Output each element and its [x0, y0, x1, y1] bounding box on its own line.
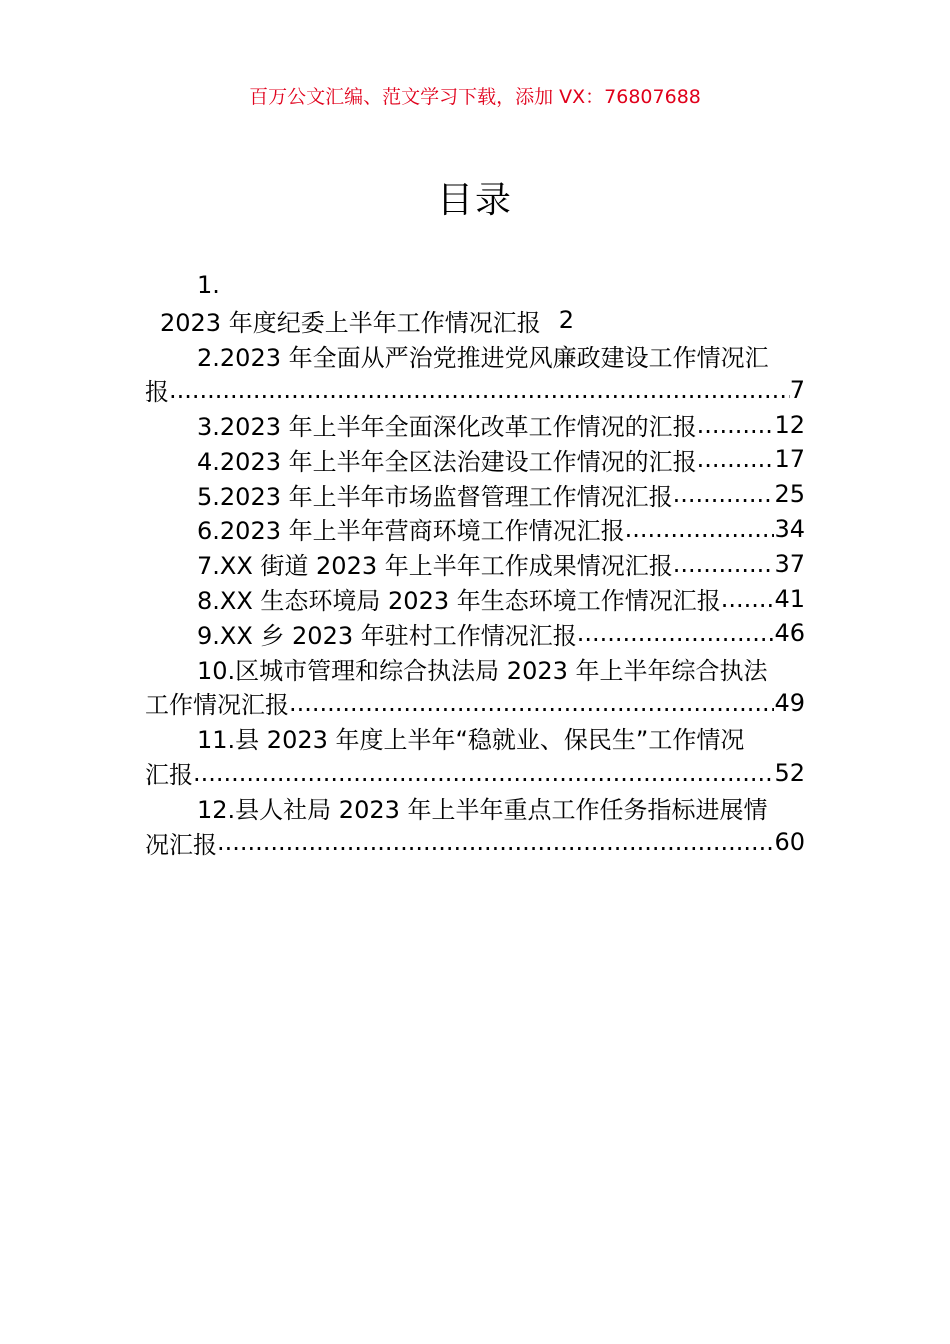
toc-entry-9[interactable]: [145, 616, 805, 651]
toc-page-number: 12: [774, 410, 805, 439]
toc-entry-12-line-1[interactable]: [145, 790, 805, 825]
toc-page-number: 52: [774, 758, 805, 787]
toc-entry-label: 况汇报: [145, 830, 217, 859]
toc-title: 目录: [436, 180, 513, 221]
leader-dots: [193, 759, 774, 787]
toc-page-number: 41: [774, 584, 805, 613]
toc-entry-1-number[interactable]: [145, 268, 805, 303]
toc-entry-2-line-2[interactable]: [145, 372, 805, 407]
leader-dots: [289, 689, 774, 717]
toc-entry-label: 6.2023 年上半年营商环境工作情况汇报: [197, 517, 625, 546]
toc-entry-label: 3.2023 年上半年全面深化改革工作情况的汇报: [197, 413, 697, 442]
toc-page-number: 17: [774, 445, 805, 474]
toc-entry-2-line-1[interactable]: [145, 338, 805, 373]
toc-page-number: 7: [789, 375, 805, 404]
toc-entry-label: 10.区城市管理和综合执法局 2023 年上半年综合执法: [197, 656, 768, 685]
leader-dots: [697, 445, 775, 473]
leader-dots: [577, 619, 775, 647]
toc-entry-label: 报: [145, 378, 169, 407]
watermark-header: 百万公文汇编、范文学习下载，添加 VX：76807688: [249, 86, 701, 108]
toc-entry-11-line-1[interactable]: [145, 720, 805, 755]
leader-dots: [217, 828, 774, 856]
toc-entry-12-line-2[interactable]: [145, 825, 805, 860]
leader-dots: [673, 550, 775, 578]
toc-entry-3[interactable]: [145, 407, 805, 442]
toc-entry-label: 7.XX 街道 2023 年上半年工作成果情况汇报: [197, 552, 673, 581]
toc-entry-label: 2023 年度纪委上半年工作情况汇报: [160, 308, 541, 337]
toc-entry-label: 汇报: [145, 761, 193, 790]
table-of-contents: [145, 268, 805, 860]
toc-entry-label: 5.2023 年上半年市场监督管理工作情况汇报: [197, 482, 673, 511]
toc-entry-label: 9.XX 乡 2023 年驻村工作情况汇报: [197, 621, 577, 650]
toc-entry-label: 2.2023 年全面从严治党推进党风廉政建设工作情况汇: [197, 343, 769, 372]
toc-page-number: 2: [558, 306, 574, 335]
toc-entry-label: 8.XX 生态环境局 2023 年生态环境工作情况汇报: [197, 587, 721, 616]
toc-page-number: 49: [774, 688, 805, 717]
toc-entry-10-line-1[interactable]: [145, 651, 805, 686]
leader-dots: [673, 480, 775, 508]
toc-entry-7[interactable]: [145, 546, 805, 581]
toc-page-number: 34: [774, 514, 805, 543]
toc-entry-5[interactable]: [145, 477, 805, 512]
toc-entry-label: 工作情况汇报: [145, 691, 289, 720]
toc-page-number: 46: [774, 619, 805, 648]
toc-entry-label: 4.2023 年上半年全区法治建设工作情况的汇报: [197, 447, 697, 476]
toc-page-number: 25: [774, 480, 805, 509]
leader-dots: [697, 411, 775, 439]
toc-page-number: 60: [774, 828, 805, 857]
toc-entry-label: 11.县 2023 年度上半年“稳就业、保民生”工作情况: [197, 726, 745, 755]
toc-entry-8[interactable]: [145, 581, 805, 616]
toc-entry-1[interactable]: [145, 303, 805, 338]
leader-dots: [625, 515, 775, 543]
toc-entry-label: 12.县人社局 2023 年上半年重点工作任务指标进展情: [197, 795, 768, 824]
toc-entry-10-line-2[interactable]: [145, 686, 805, 721]
toc-entry-11-line-2[interactable]: [145, 755, 805, 790]
leader-dots: [169, 376, 790, 404]
toc-entry-6[interactable]: [145, 512, 805, 547]
toc-entry-4[interactable]: [145, 442, 805, 477]
leader-dots: [721, 585, 775, 613]
toc-page-number: 37: [774, 549, 805, 578]
toc-entry-label: 1.: [197, 271, 220, 300]
